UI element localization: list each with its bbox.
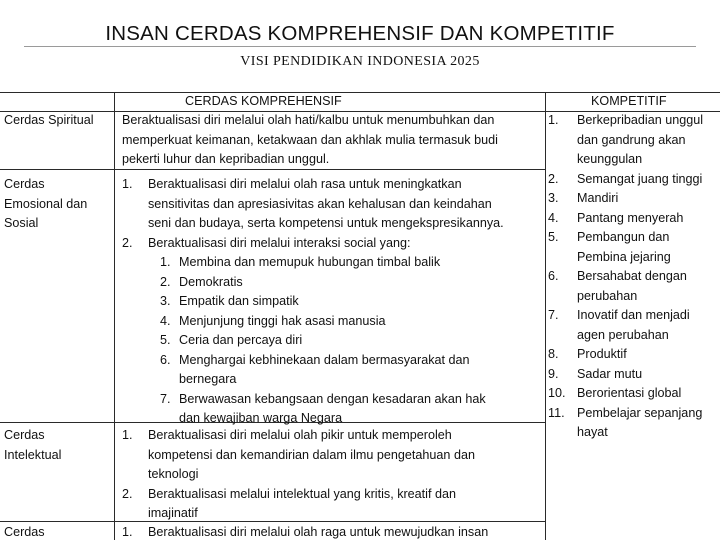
sub-list-number: 7. [160,391,171,406]
sub-list-number: 5. [160,333,171,347]
row-label: Intelektual [4,447,62,462]
sub-list-number: 4. [160,313,171,328]
sub-list-item: Membina dan memupuk hubungan timbal balik [179,255,441,269]
row-label: Cerdas [4,428,45,442]
competitive-number: 9. [548,366,559,381]
row-text-line: Beraktualisasi diri melalui olah raga untuk mewujudkan insan [148,525,489,539]
sub-list-item: Ceria dan percaya diri [179,333,303,347]
competitive-item: Semangat juang tinggi [577,171,703,186]
competitive-number: 4. [548,210,559,225]
row-text-line: memperkuat keimanan, ketakwaan dan akhlak mulia termasuk budi [122,132,498,147]
sub-list-item: Menjunjung tinggi hak asasi manusia [179,313,386,328]
competitive-number: 7. [548,308,559,322]
competitive-number: 8. [548,347,559,361]
competitive-item: Bersahabat dengan [577,269,687,283]
sub-list-item: Empatik dan simpatik [179,294,299,308]
competitive-item: Berkepribadian unggul [577,113,704,127]
row-label: Emosional dan [4,196,88,211]
row-text-line: kompetensi dan kemandirian dalam ilmu pengetahuan dan [148,447,475,462]
sub-list-number: 6. [160,352,171,367]
row-text-line: Beraktualisasi diri melalui interaksi social yang: [148,235,411,250]
header-competitive: KOMPETITIF [591,94,667,108]
sub-list-number: 2. [160,274,171,289]
list-number: 2. [122,486,133,501]
intelligence-table [0,92,720,540]
competitive-item: agen perubahan [577,327,669,342]
competitive-item: Mandiri [577,191,619,205]
competitive-item: keunggulan [577,152,643,166]
row-divider [0,521,545,522]
competitive-number: 3. [548,191,559,205]
competitive-number: 6. [548,269,559,283]
row-text-line: Beraktualisasi melalui intelektual yang kritis, kreatif dan [148,486,456,501]
competitive-item: Inovatif dan menjadi [577,308,690,322]
column-divider [114,92,115,540]
competitive-number: 2. [548,171,559,186]
sub-list-number: 1. [160,255,171,269]
list-number: 1. [122,428,133,442]
row-text-line: imajinatif [148,506,198,520]
row-label: Cerdas Spiritual [4,113,94,127]
slide-subtitle: VISI PENDIDIKAN INDONESIA 2025 [240,54,480,69]
row-text-line: Beraktualisasi diri melalui olah hati/kalbu untuk menumbuhkan dan [122,113,495,127]
slide-title: INSAN CERDAS KOMPREHENSIF DAN KOMPETITIF [105,22,615,45]
list-number: 1. [122,525,133,539]
competitive-number: 11. [548,405,565,420]
competitive-number: 5. [548,230,559,244]
competitive-item: dan gandrung akan [577,132,686,147]
row-label: Sosial [4,216,39,230]
list-number: 2. [122,235,133,250]
sub-list-item: Demokratis [179,274,243,289]
sub-list-item: Menghargai kebhinekaan dalam bermasyarakat dan [179,352,470,367]
row-text-line: teknologi [148,467,199,481]
row-text-line: Beraktualisasi diri melalui olah pikir untuk memperoleh [148,428,452,442]
row-text-line: sensitivitas dan apresiasivitas akan kehalusan dan keindahan [148,196,492,211]
row-label: Cerdas [4,525,45,539]
competitive-item: Berorientasi global [577,386,682,400]
title-divider [24,46,696,47]
competitive-number: 1. [548,113,559,127]
header-comprehensive: CERDAS KOMPREHENSIF [185,94,342,108]
sub-list-item: dan kewajiban warga Negara [179,411,343,425]
competitive-item: Produktif [577,347,627,361]
row-label: Cerdas [4,177,45,191]
row-text-line: Beraktualisasi diri melalui olah rasa untuk meningkatkan [148,177,462,191]
competitive-item: perubahan [577,288,638,303]
row-text-line: seni dan budaya, serta kompetensi untuk mengekspresikannya. [148,216,504,230]
competitive-item: Pembina jejaring [577,249,671,264]
competitive-item: Sadar mutu [577,366,643,381]
sub-list-item: bernegara [179,372,237,386]
list-number: 1. [122,177,133,191]
competitive-item: hayat [577,425,608,439]
sub-list-number: 3. [160,294,171,308]
row-text-line: pekerti luhur dan kepribadian unggul. [122,152,330,166]
column-divider [545,92,546,540]
competitive-item: Pantang menyerah [577,210,684,225]
competitive-item: Pembelajar sepanjang [577,405,703,420]
competitive-number: 10. [548,386,566,400]
competitive-item: Pembangun dan [577,230,670,244]
sub-list-item: Berwawasan kebangsaan dengan kesadaran akan hak [179,391,486,406]
